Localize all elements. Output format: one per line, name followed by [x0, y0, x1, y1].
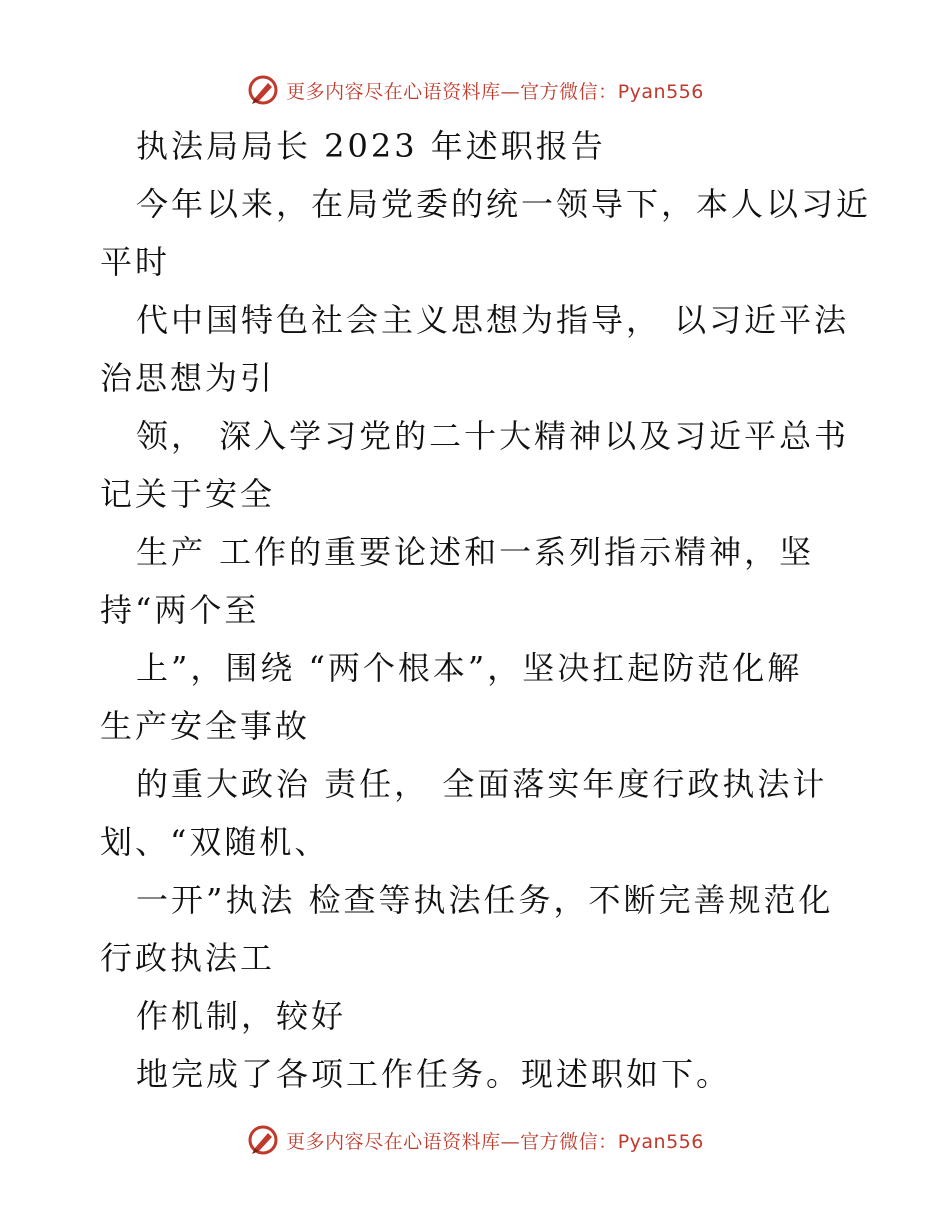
pen-logo-icon: [246, 1123, 280, 1157]
paragraph-line: 记关于安全: [100, 475, 276, 513]
paragraph-line: 代中国特色社会主义思想为指导， 以习近平法: [136, 301, 850, 339]
paragraph-line: 划、“双随机、: [100, 823, 330, 861]
document-title: 执法局局长 2023 年述职报告: [136, 127, 606, 165]
paragraph-line: 行政执法工: [100, 939, 276, 977]
header-banner: [0, 70, 950, 110]
paragraph-line: 上”，围绕 “两个根本”，坚决扛起防范化解: [136, 649, 803, 687]
paragraph-line: 平时: [100, 243, 171, 281]
footer-banner-text: 更多内容尽在心语资料库—官方微信：Pyan556: [286, 1130, 704, 1153]
paragraph-line: 一开”执法 检查等执法任务，不断完善规范化: [136, 881, 834, 919]
paragraph-line: 的重大政治 责任， 全面落实年度行政执法计: [136, 765, 828, 803]
header-banner-text: 更多内容尽在心语资料库—官方微信：Pyan556: [286, 80, 704, 103]
paragraph-line: 生产 工作的重要论述和一系列指示精神，坚: [136, 533, 815, 571]
paragraph-line: 作机制，较好: [136, 997, 347, 1035]
footer-banner: [0, 1120, 950, 1160]
paragraph-line: 地完成了各项工作任务。现述职如下。: [136, 1055, 732, 1093]
paragraph-line: 生产安全事故: [100, 707, 311, 745]
paragraph-line: 治思想为引: [100, 359, 276, 397]
paragraph-line: 今年以来，在局党委的统一领导下，本人以习近: [136, 185, 872, 223]
pen-logo-icon: [246, 73, 280, 107]
paragraph-line: 领， 深入学习党的二十大精神以及习近平总书: [136, 417, 850, 455]
paragraph-line: 持“两个至: [100, 591, 260, 629]
